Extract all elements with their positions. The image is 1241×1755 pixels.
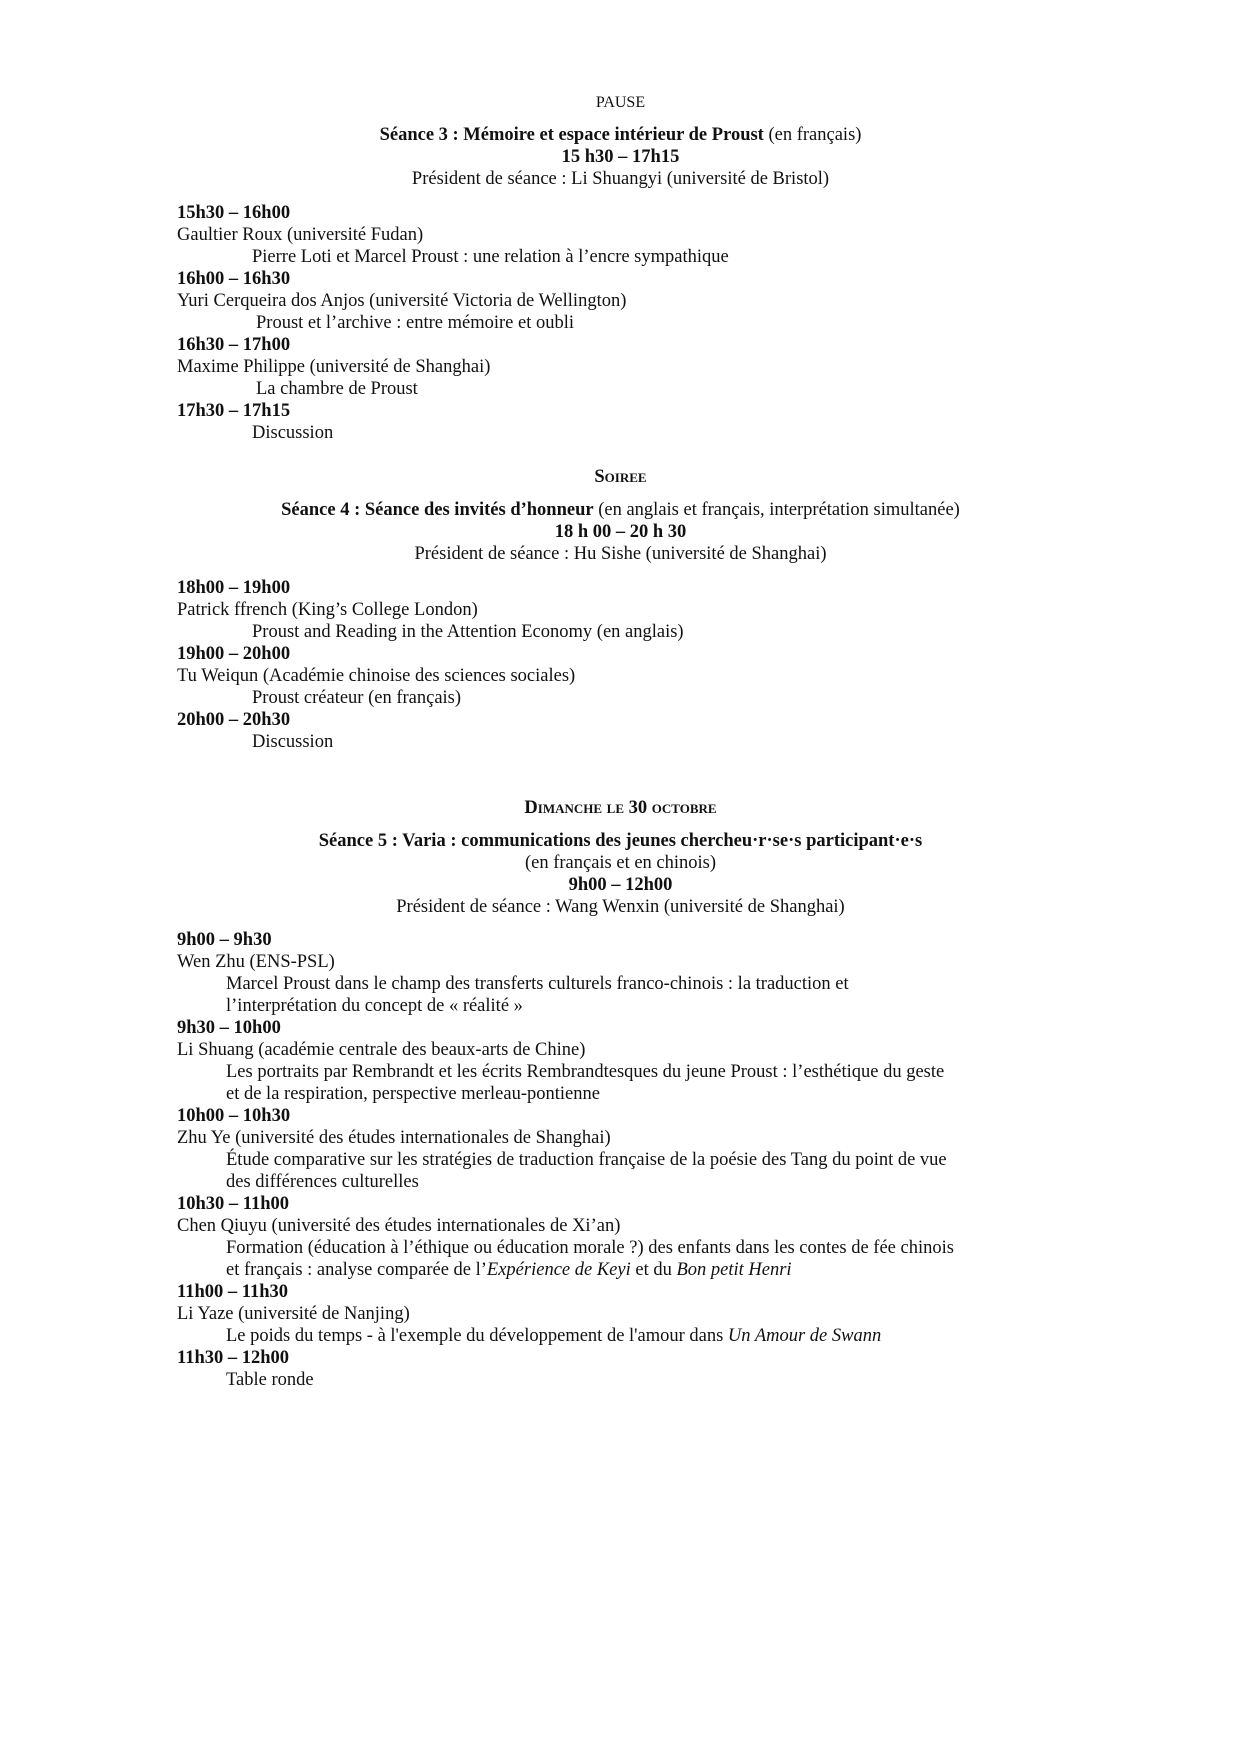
talk-title-line-2: des différences culturelles <box>226 1172 419 1192</box>
session-5-time: 9h00 – 12h00 <box>568 875 673 895</box>
session-3-chair-label: Président de séance : <box>411 169 567 189</box>
talk-title: Pierre Loti et Marcel Proust : une relation à l’encre sympathique <box>252 247 729 267</box>
talk-time: 18h00 – 19h00 <box>177 578 291 598</box>
talk-time: 20h00 – 20h30 <box>177 710 291 730</box>
book-title: Un Amour de Swann <box>727 1326 882 1346</box>
talk-time: 17h30 – 17h15 <box>177 401 291 421</box>
talk-title-line-1: Les portraits par Rembrandt et les écrits Rembrandtesques du jeune Proust : l’esthétique du geste <box>226 1062 945 1082</box>
talk-title-line-2: et de la respiration, perspective merleau-pontienne <box>226 1084 600 1104</box>
talk-title <box>226 1325 881 1347</box>
talk-title: Table ronde <box>226 1370 314 1390</box>
talk-title: Discussion <box>252 423 334 443</box>
talk-title: La chambre de Proust <box>256 379 418 399</box>
session-5-chair-name: Wang Wenxin (université de Shanghai) <box>550 897 845 917</box>
session-4-chair: Président de séance : Hu Sishe (université de Shanghai) <box>414 544 827 564</box>
talk-speaker: Gaultier Roux (université Fudan) <box>177 225 424 245</box>
book-title: Bon petit Henri <box>676 1260 792 1280</box>
talk-speaker: Chen Qiuyu (université des études internationales de Xi’an) <box>177 1216 621 1236</box>
talk-title: Proust créateur (en français) <box>252 688 462 708</box>
talk-title-text: Le poids du temps - à l'exemple du développement de l'amour dans <box>226 1326 728 1346</box>
talk-speaker: Tu Weiqun (Académie chinoise des sciences sociales) <box>177 666 576 686</box>
talk-title-text: et français : analyse comparée de l’ <box>226 1260 487 1280</box>
talk-title-line-1: Étude comparative sur les stratégies de traduction française de la poésie des Tang du point de vue <box>226 1150 947 1170</box>
talk-speaker: Patrick ffrench (King’s College London) <box>177 600 478 620</box>
talk-time: 11h30 – 12h00 <box>177 1348 290 1368</box>
talk-title-line-2 <box>226 1259 792 1281</box>
talk-title: Proust et l’archive : entre mémoire et oubli <box>256 313 574 333</box>
session-3-chair <box>0 168 1241 190</box>
talk-time: 11h00 – 11h30 <box>177 1282 289 1302</box>
session-3-heading <box>0 124 1241 146</box>
talk-time: 10h00 – 10h30 <box>177 1106 291 1126</box>
talk-time: 16h00 – 16h30 <box>177 269 291 289</box>
talk-title: Discussion <box>252 732 334 752</box>
session-3-chair-name: Li Shuangyi (université de Bristol) <box>566 169 830 189</box>
session-3-time: 15 h30 – 17h15 <box>561 147 680 167</box>
session-5-title: Séance 5 : Varia : communications des jeunes chercheu·r·se·s participant·e·s <box>318 831 923 851</box>
talk-speaker: Yuri Cerqueira dos Anjos (université Victoria de Wellington) <box>177 291 627 311</box>
talk-time: 10h30 – 11h00 <box>177 1194 290 1214</box>
pause-label: PAUSE <box>595 94 646 111</box>
session-4-language: (en anglais et français, interprétation simultanée) <box>593 500 960 520</box>
talk-speaker: Maxime Philippe (université de Shanghai) <box>177 357 491 377</box>
session-4-time: 18 h 00 – 20 h 30 <box>554 522 687 542</box>
session-3-title: Séance 3 : Mémoire et espace intérieur de Proust <box>379 125 764 145</box>
talk-title-line-1: Marcel Proust dans le champ des transferts culturels franco-chinois : la traduction et <box>226 974 849 994</box>
sunday-heading: Dimanche le 30 octobre <box>524 798 717 818</box>
book-title: Expérience de Keyi <box>486 1260 631 1280</box>
talk-title: Proust and Reading in the Attention Economy (en anglais) <box>252 622 684 642</box>
session-5-chair-label: Président de séance : <box>396 897 551 917</box>
session-4-heading <box>0 499 1241 521</box>
talk-speaker: Wen Zhu (ENS-PSL) <box>177 952 335 972</box>
talk-title-line-2: l’interprétation du concept de « réalité » <box>226 996 523 1016</box>
session-3-language: (en français) <box>763 125 862 145</box>
session-4-title: Séance 4 : Séance des invités d’honneur <box>281 500 594 520</box>
talk-time: 19h00 – 20h00 <box>177 644 291 664</box>
talk-speaker: Li Yaze (université de Nanjing) <box>177 1304 410 1324</box>
talk-speaker: Li Shuang (académie centrale des beaux-arts de Chine) <box>177 1040 586 1060</box>
soiree-heading: Soiree <box>594 467 647 487</box>
talk-time: 16h30 – 17h00 <box>177 335 291 355</box>
talk-time: 15h30 – 16h00 <box>177 203 291 223</box>
session-5-chair <box>0 896 1241 918</box>
talk-time: 9h00 – 9h30 <box>177 930 272 950</box>
talk-title-line-1: Formation (éducation à l’éthique ou éducation morale ?) des enfants dans les contes de fée chinois <box>226 1238 954 1258</box>
talk-time: 9h30 – 10h00 <box>177 1018 281 1038</box>
talk-speaker: Zhu Ye (université des études internationales de Shanghai) <box>177 1128 611 1148</box>
talk-title-text: et du <box>630 1260 677 1280</box>
session-5-language: (en français et en chinois) <box>524 853 717 873</box>
